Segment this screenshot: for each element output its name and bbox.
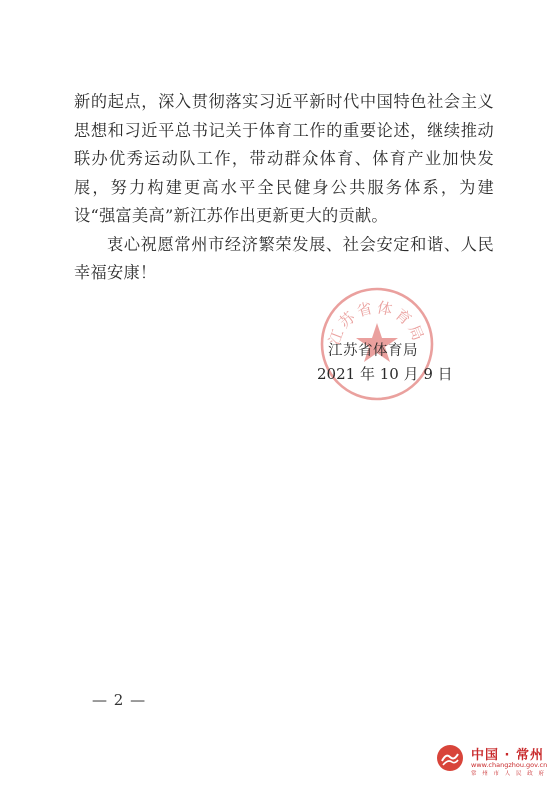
signature-date: 2021 年 10 月 9 日 (317, 365, 453, 383)
logo-subtitle: 常 州 市 人 民 政 府 (471, 771, 546, 777)
seal-text: 江苏省体育局 (325, 298, 429, 348)
page-number: — 2 — (92, 691, 147, 709)
document-body (74, 88, 494, 288)
logo-url: www.changzhou.gov.cn (471, 761, 548, 769)
changzhou-emblem-icon (436, 744, 464, 772)
paragraph-wishes: 衷心祝愿常州市经济繁荣发展、社会安定和谐、人民幸福安康！ (74, 234, 494, 282)
changzhou-gov-logo (436, 744, 554, 780)
signature-organization: 江苏省体育局 (328, 343, 418, 359)
paragraph-continuation: 新的起点，深入贯彻落实习近平新时代中国特色社会主义思想和习近平总书记关于体育工作的重要论述，继续推动联办优秀运动队工作，带动群众体育、体育产业加快发展，努力构建更高水平全民健身公共服务体系，为建设“强富美高”新江苏作出更新更大的贡献。 (74, 92, 494, 225)
logo-title: 中国 · 常州 (471, 748, 544, 763)
